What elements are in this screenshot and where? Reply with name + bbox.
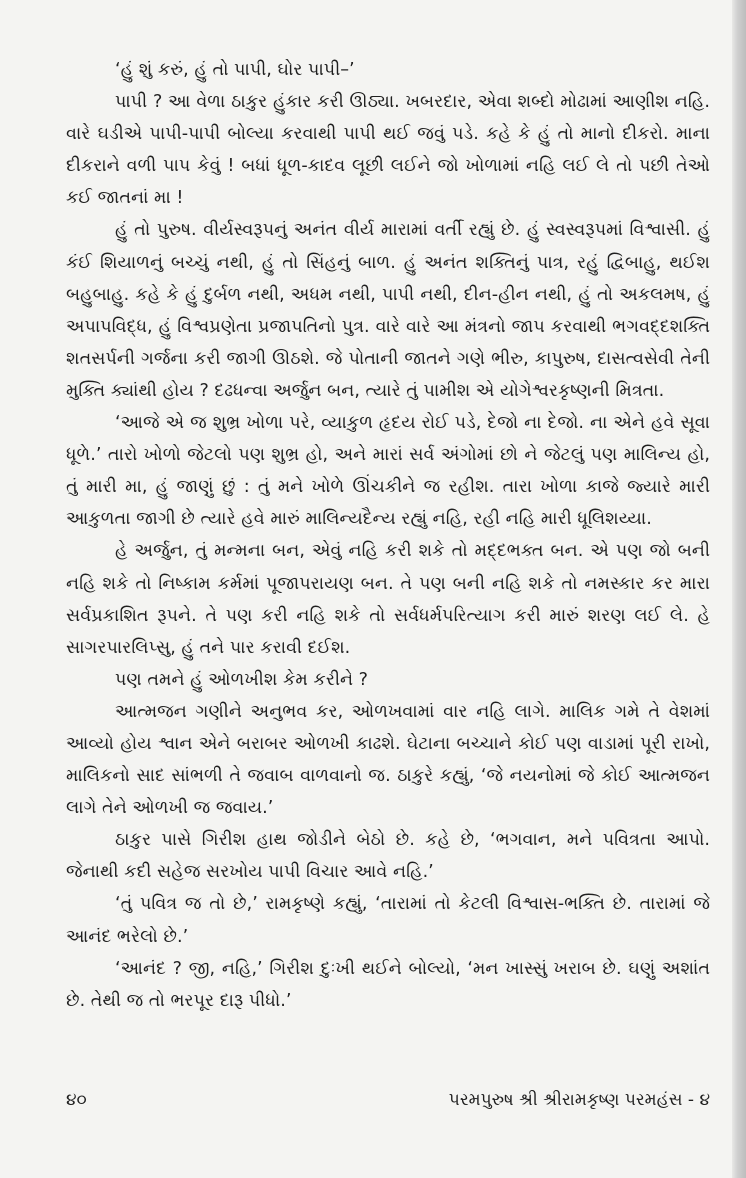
paragraph-6: પણ તમને હું ઓળખીશ કેમ કરીને ? bbox=[115, 669, 369, 690]
paragraph-5: હે અર્જુન, તું મન્મના બન, એવું નહિ કરી શકે તો મદ્દભક્ત બન. એ પણ જો બની નહિ શકે તો નિષ્કામ કર્મમાં પૂજાપરાયણ બન. તે પણ બની નહિ શકે તો નમસ્કાર કર મારા સર્વપ્રકાશિત રૂપને. તે પણ કરી નહિ શકે તો સર્વધર્મપરિત્યાગ કરી મારું શરણ લઈ લે. હે સાગરપારલિપ્સુ, હું તને પાર કરાવી દઈશ. bbox=[66, 541, 710, 658]
paragraph-4: ‘આજે એ જ શુભ્ર ખોળા પરે, વ્યાકુળ હૃદય રોઈ પડે, દેજો ના દેજો. ના એને હવે સૂવા ધૂળે.’ તારો ખોળો જેટલો પણ શુભ્ર હો, અને મારાં સર્વ અંગોમાં છો ને જેટલું પણ માલિન્ય હો, તું મારી મા, હું જાણું છું : તું મને ખોળે ઊંચકીને જ રહીશ. તારા ખોળા કાજે જ્યારે મારી આકુળતા જાગી છે ત્યારે હવે મારું માલિન્યદૈન્ય રહ્યું નહિ, રહી નહિ મારી ધૂલિશય્યા. bbox=[66, 413, 710, 530]
paragraph-1: ‘હું શું કરું, હું તો પાપી, ઘોર પાપી–’ bbox=[115, 60, 355, 80]
paragraph-10: ‘આનંદ ? જી, નહિ,’ ગિરીશ દુઃખી થઈને બોલ્યો, ‘મન ખાસ્સું ખરાબ છે. ઘણું અશાંત છે. તેથી જ તો ભરપૂર દારૂ પીધો.’ bbox=[66, 958, 710, 1011]
paragraph-2: પાપી ? આ વેળા ઠાકુર હુંકાર કરી ઊઠ્યા. ખબરદાર, એવા શબ્દો મોઢામાં આણીશ નહિ. વારે ઘડીએ પાપી-પાપી બોલ્યા કરવાથી પાપી થઈ જવું પડે. કહે કે હું તો માનો દીકરો. માના દીકરાને વળી પાપ કેવું ! બધાં ધૂળ-કાદવ લૂછી લઈને જો ખોળામાં નહિ લઈ લે તો પછી તેઓ કઈ જાતનાં મા ! bbox=[66, 92, 710, 209]
paragraph-3: હું તો પુરુષ. વીર્યસ્વરૂપનું અનંત વીર્ય મારામાં વર્તી રહ્યું છે. હું સ્વસ્વરૂપમાં વિશ્વાસી. હું કંઈ શિયાળનું બચ્ચું નથી, હું તો સિંહનું બાળ. હું અનંત શક્તિનું પાત્ર, રહું દ્વિબાહુ, થઈશ બહુબાહુ. કહે કે હું દુર્બળ નથી, અધમ નથી, પાપી નથી, દીન-હીન નથી, હું તો અકલમષ, હું અપાપવિદ્ધ, હું વિશ્વપ્રણેતા પ્રજાપતિનો પુત્ર. વારે વારે આ મંત્રનો જાપ કરવાથી ભગવદ્દશક્તિ શતસર્પની ગર્જના કરી જાગી ઊઠશે. જે પોતાની જાતને ગણે ભીરુ, કાપુરુષ, દાસત્વસેવી તેની મુક્તિ ક્યાંથી હોય ? દઢધન્વા અર્જુન બન, ત્યારે તું પામીશ એ યોગેશ્વરકૃષ્ણની મિત્રતા. bbox=[66, 220, 710, 401]
paragraph-9: ‘તું પવિત્ર જ તો છે,’ રામકૃષ્ણે કહ્યું, ‘તારામાં તો કેટલી વિશ્વાસ-ભક્તિ છે. તારામાં જે આનંદ ભરેલો છે.’ bbox=[66, 894, 710, 947]
paragraph-7: આત્મજન ગણીને અનુભવ કર, ઓળખવામાં વાર નહિ લાગે. માલિક ગમે તે વેશમાં આવ્યો હોય શ્વાન એને બરાબર ઓળખી કાઢશે. ઘેટાના બચ્ચાને કોઈ પણ વાડામાં પૂરી રાખો, માલિકનો સાદ સાંભળી તે જવાબ વાળવાનો જ. ઠાકુરે કહ્યું, ‘જે નયનોમાં જે કોઈ આત્મજન લાગે તેને ઓળખી જ જવાય.’ bbox=[66, 701, 710, 819]
running-title: પરમપુરુષ શ્રી શ્રીરામકૃષ્ણ પરમહંસ - ૪ bbox=[448, 1090, 710, 1110]
page-body bbox=[66, 54, 710, 1017]
page-number: ૪૦ bbox=[66, 1090, 87, 1110]
page-edge bbox=[732, 0, 746, 1178]
paragraph-8: ઠાકુર પાસે ગિરીશ હાથ જોડીને બેઠો છે. કહે છે, ‘ભગવાન, મને પવિત્રતા આપો. જેનાથી કદી સહેજ સરખોય પાપી વિચાર આવે નહિ.’ bbox=[66, 830, 710, 883]
page-footer bbox=[66, 1090, 710, 1120]
